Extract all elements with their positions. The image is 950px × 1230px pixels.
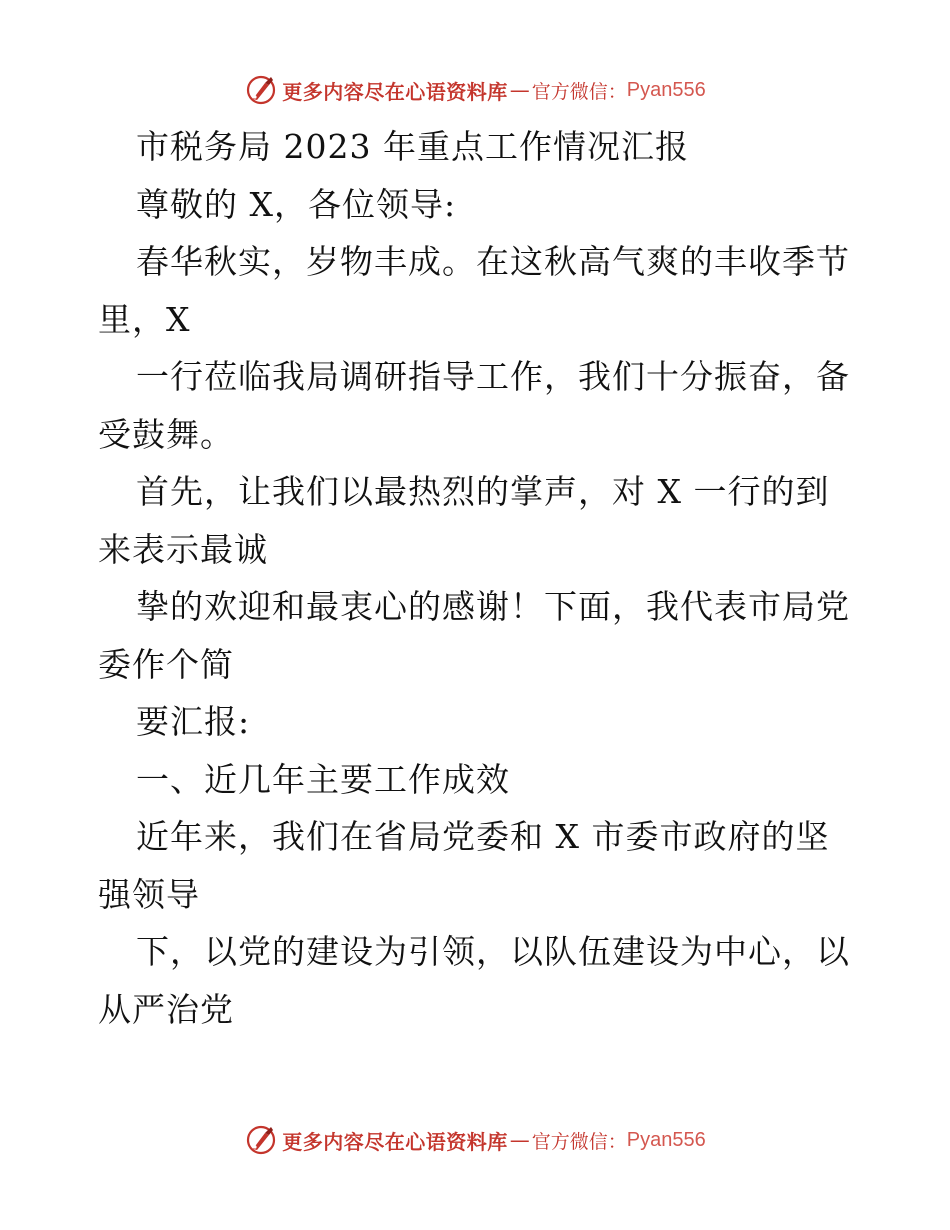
watermark-dash: —	[509, 78, 530, 102]
text-line: 要汇报:	[136, 702, 251, 741]
text-line: 里，X	[98, 299, 191, 339]
watermark-site-text: 更多内容尽在心语资料库	[282, 1129, 508, 1154]
text-line: 一、近几年主要工作成效	[136, 759, 510, 799]
text-line: 从严治党	[98, 989, 234, 1029]
text-line: 挚的欢迎和最衷心的感谢！下面，我代表市局党	[136, 587, 850, 626]
text-line: 市税务局 2023 年重点工作情况汇报	[136, 127, 689, 166]
text-line: 下，以党的建设为引领，以队伍建设为中心，以	[136, 932, 850, 971]
watermark-wechat-id: Pyan556	[626, 78, 706, 101]
watermark-dash: —	[509, 1128, 530, 1152]
watermark-site-text: 更多内容尽在心语资料库	[282, 79, 508, 104]
document-body	[98, 118, 858, 1038]
text-line: 委作个简	[98, 644, 234, 684]
text-line: 尊敬的 X，各位领导:	[136, 184, 457, 224]
footer-watermark	[0, 1120, 950, 1160]
watermark-wechat-id: Pyan556	[626, 1128, 706, 1151]
text-line: 强领导	[98, 874, 200, 914]
text-line: 近年来，我们在省局党委和 X 市委市政府的坚	[136, 817, 830, 856]
text-line: 首先，让我们以最热烈的掌声，对 X 一行的到	[136, 472, 830, 511]
header-watermark	[0, 70, 950, 110]
text-line: 来表示最诚	[98, 529, 268, 569]
text-line: 春华秋实，岁物丰成。在这秋高气爽的丰收季节	[136, 242, 850, 281]
text-line: 一行莅临我局调研指导工作，我们十分振奋，备	[136, 357, 850, 396]
watermark-wechat-label: 官方微信：	[531, 1130, 627, 1153]
quill-pen-logo-icon	[244, 1123, 278, 1157]
quill-pen-logo-icon	[244, 73, 278, 107]
text-line: 受鼓舞。	[98, 414, 234, 454]
watermark-wechat-label: 官方微信：	[531, 80, 627, 103]
